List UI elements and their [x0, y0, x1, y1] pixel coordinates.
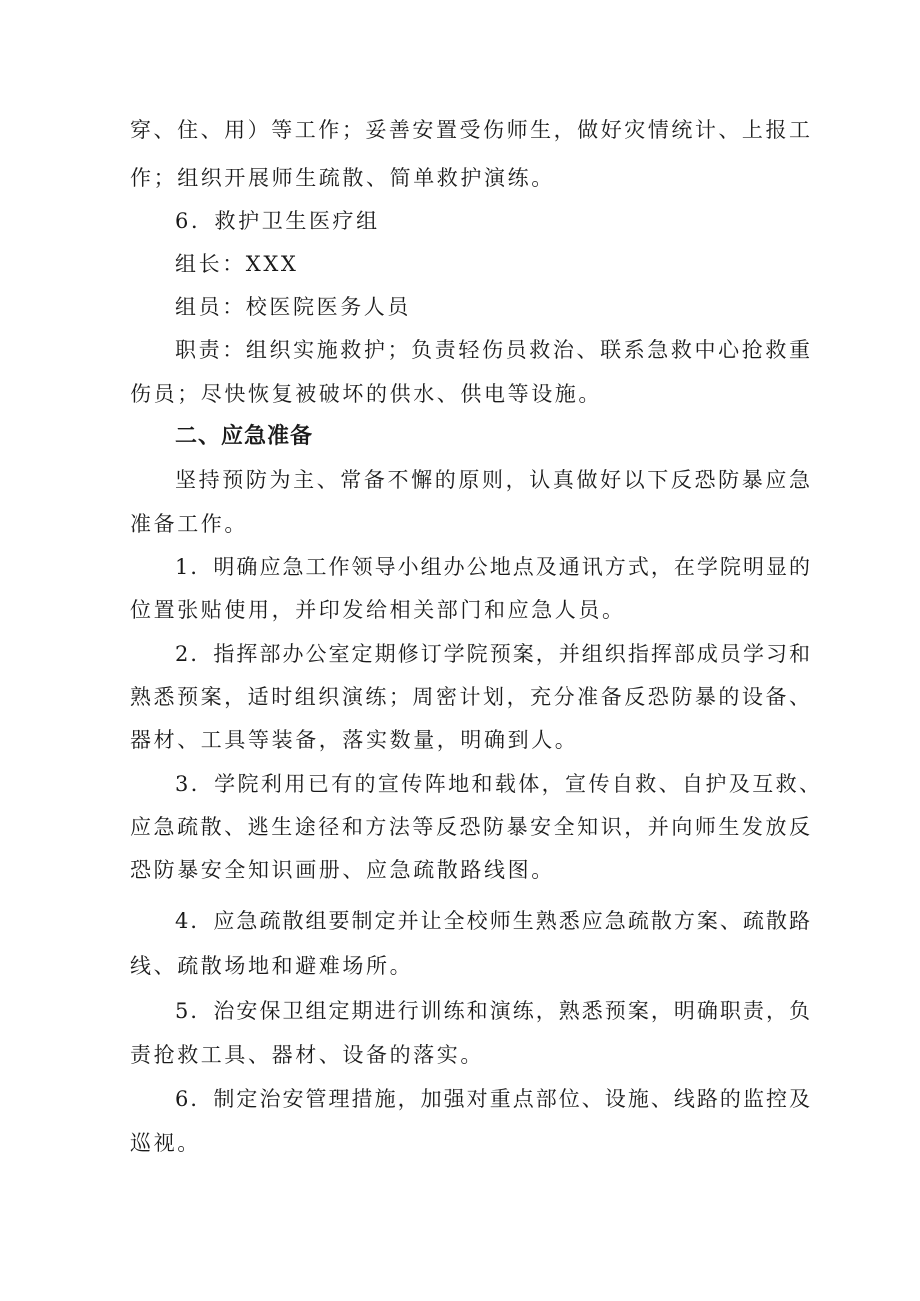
group-members-line: 组员：校医院医务人员 [175, 295, 411, 319]
paragraph-line: 应急疏散、逃生途径和方法等反恐防暴安全知识，并向师生发放反 [130, 815, 810, 839]
paragraph-line: 坚持预防为主、常备不懈的原则，认真做好以下反恐防暴应急 [175, 468, 810, 492]
paragraph-line: 作；组织开展师生疏散、简单救护演练。 [130, 166, 555, 190]
paragraph-line: 穿、住、用）等工作；妥善安置受伤师生，做好灾情统计、上报工 [130, 118, 810, 142]
list-item-2: 2．指挥部办公室定期修订学院预案，并组织指挥部成员学习和 [175, 642, 810, 666]
group-leader-line: 组长：XXX [175, 252, 299, 276]
list-item-1: 1．明确应急工作领导小组办公地点及通讯方式，在学院明显的 [175, 555, 810, 579]
list-item-5: 5．治安保卫组定期进行训练和演练，熟悉预案，明确职责，负 [175, 999, 810, 1023]
subsection-title: 6．救护卫生医疗组 [175, 209, 380, 233]
paragraph-line: 伤员；尽快恢复被破坏的供水、供电等设施。 [130, 382, 602, 406]
paragraph-line: 责抢救工具、器材、设备的落实。 [130, 1043, 484, 1067]
paragraph-line: 器材、工具等装备，落实数量，明确到人。 [130, 728, 579, 752]
paragraph-line: 位置张贴使用，并印发给相关部门和应急人员。 [130, 598, 626, 622]
list-item-4: 4．应急疏散组要制定并让全校师生熟悉应急疏散方案、疏散路 [175, 909, 810, 933]
duties-line: 职责：组织实施救护；负责轻伤员救治、联系急救中心抢救重 [175, 338, 810, 362]
paragraph-line: 准备工作。 [130, 512, 248, 536]
list-item-6: 6．制定治安管理措施，加强对重点部位、设施、线路的监控及 [175, 1087, 810, 1111]
paragraph-line: 恐防暴安全知识画册、应急疏散路线图。 [130, 858, 555, 882]
paragraph-line: 线、疏散场地和避难场所。 [130, 954, 414, 978]
section-heading: 二、应急准备 [175, 424, 314, 449]
paragraph-line: 巡视。 [130, 1131, 201, 1155]
list-item-3: 3．学院利用已有的宣传阵地和载体，宣传自救、自护及互救、 [175, 772, 820, 796]
paragraph-line: 熟悉预案，适时组织演练；周密计划，充分准备反恐防暴的设备、 [130, 685, 810, 709]
